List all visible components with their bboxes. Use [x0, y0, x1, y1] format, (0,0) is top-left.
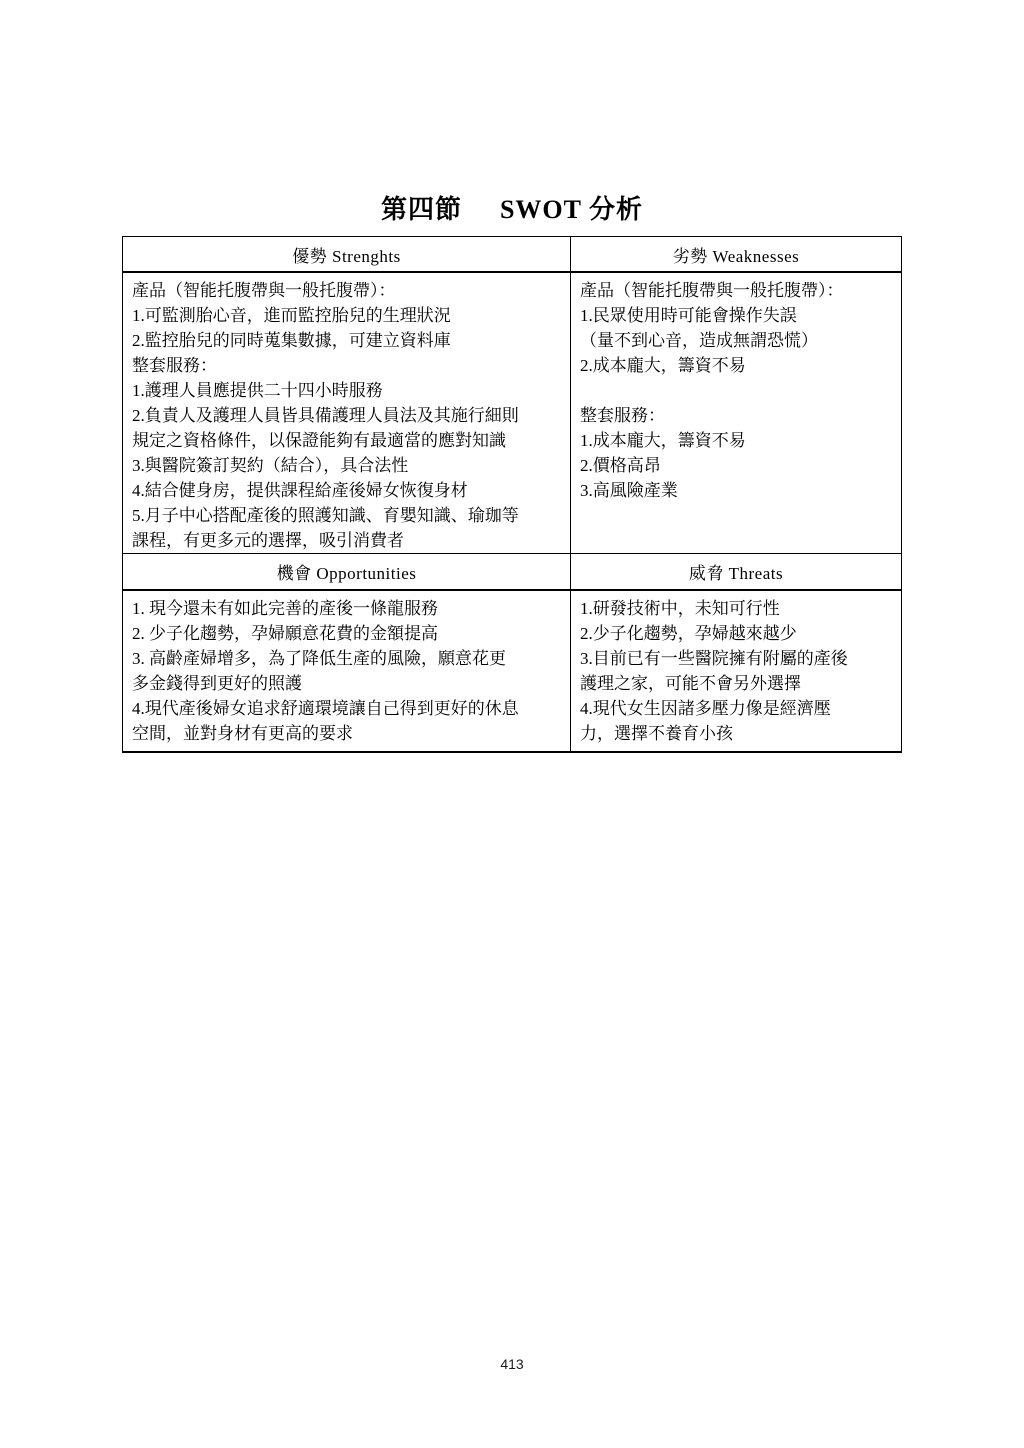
text-line: 5.月子中心搭配產後的照護知識、育嬰知識、瑜珈等 — [132, 506, 519, 525]
opportunities-cell — [123, 591, 571, 751]
text-line: 3.高風險產業 — [580, 481, 678, 500]
section-label: 第四節 — [380, 195, 462, 224]
text-line: 課程，有更多元的選擇，吸引消費者 — [132, 531, 404, 550]
threats-cell — [571, 591, 901, 751]
text-line: 2.成本龐大，籌資不易 — [580, 356, 746, 375]
text-line: 空間，並對身材有更高的要求 — [132, 724, 353, 743]
text-line: 整套服務： — [580, 406, 665, 425]
text-line — [580, 378, 892, 403]
text-line: 1.民眾使用時可能會操作失誤 — [580, 306, 797, 325]
text-line: 3.與醫院簽訂契約（結合），具合法性 — [132, 456, 409, 475]
strengths-header: 優勢 Strenghts — [123, 237, 571, 273]
text-line: 產品（智能托腹帶與一般托腹帶）： — [132, 281, 396, 300]
text-line: 產品（智能托腹帶與一般托腹帶）： — [580, 281, 844, 300]
text-line: 4.結合健身房，提供課程給產後婦女恢復身材 — [132, 481, 468, 500]
strengths-cell — [123, 273, 571, 554]
text-line: 3. 高齡產婦增多，為了降低生產的風險，願意花更 — [132, 649, 506, 668]
page-title — [0, 189, 1024, 226]
text-line: 整套服務： — [132, 356, 217, 375]
text-line: 4.現代女生因諸多壓力像是經濟壓 — [580, 699, 831, 718]
threats-header: 威脅 Threats — [571, 554, 901, 591]
text-line: 力，選擇不養育小孩 — [580, 724, 733, 743]
text-line: 2.負責人及護理人員皆具備護理人員法及其施行細則 — [132, 406, 519, 425]
text-line: 3.目前已有一些醫院擁有附屬的產後 — [580, 649, 848, 668]
text-line: 規定之資格條件，以保證能夠有最適當的應對知識 — [132, 431, 506, 450]
text-line: 護理之家，可能不會另外選擇 — [580, 674, 801, 693]
text-line: 2. 少子化趨勢，孕婦願意花費的金額提高 — [132, 624, 438, 643]
text-line: 4.現代產後婦女追求舒適環境讓自己得到更好的休息 — [132, 699, 519, 718]
text-line: 2.少子化趨勢，孕婦越來越少 — [580, 624, 797, 643]
text-line: 多金錢得到更好的照護 — [132, 674, 302, 693]
text-line: 1.研發技術中，未知可行性 — [580, 599, 780, 618]
opportunities-header: 機會 Opportunities — [123, 554, 571, 591]
weaknesses-header: 劣勢 Weaknesses — [571, 237, 901, 273]
page-number: 413 — [500, 1356, 524, 1372]
text-line: 1.可監測胎心音，進而監控胎兒的生理狀況 — [132, 306, 451, 325]
text-line: （量不到心音，造成無謂恐慌） — [580, 331, 818, 350]
text-line: 2.監控胎兒的同時蒐集數據，可建立資料庫 — [132, 331, 451, 350]
text-line: 2.價格高昂 — [580, 456, 661, 475]
swot-table — [122, 236, 902, 753]
title-text: SWOT 分析 — [499, 195, 644, 224]
weaknesses-cell — [571, 273, 901, 554]
text-line: 1.護理人員應提供二十四小時服務 — [132, 381, 383, 400]
text-line: 1.成本龐大，籌資不易 — [580, 431, 746, 450]
text-line: 1. 現今還未有如此完善的產後一條龍服務 — [132, 599, 438, 618]
